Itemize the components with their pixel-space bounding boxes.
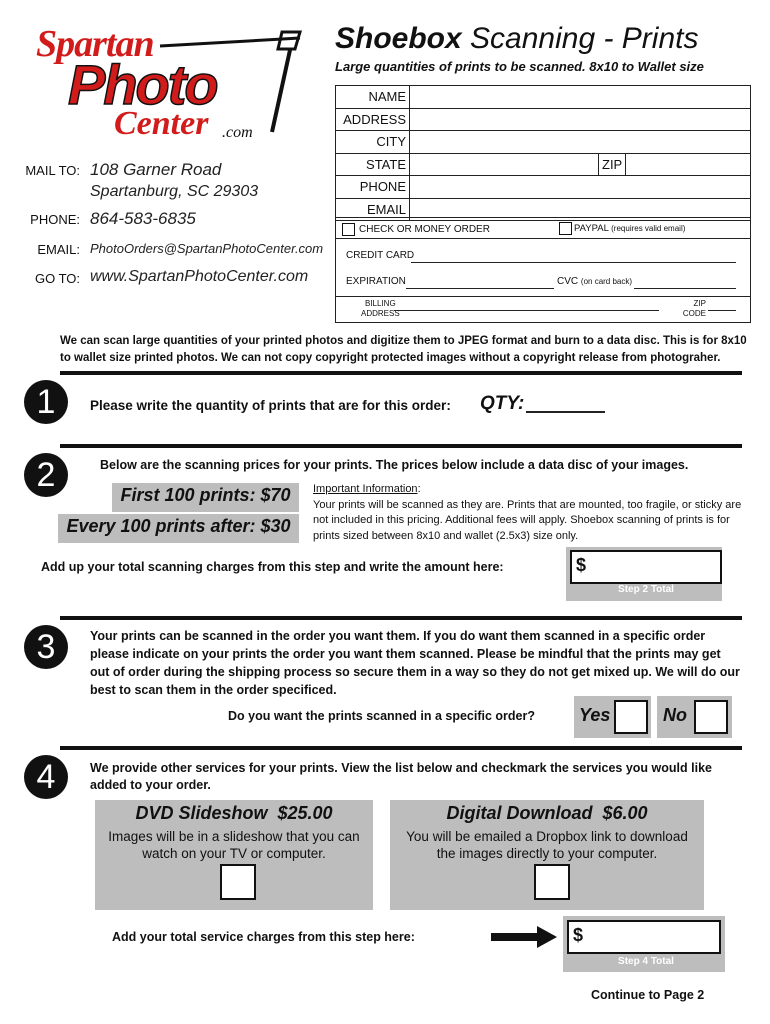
order-question: Do you want the prints scanned in a specific order? (228, 709, 536, 723)
step4-total-field[interactable] (567, 920, 721, 954)
digital-download-checkbox[interactable] (534, 864, 570, 900)
state-row (336, 154, 750, 177)
check-money-order-label: CHECK OR MONEY ORDER (359, 224, 490, 235)
address-row (336, 109, 750, 132)
email-label-form: EMAIL (336, 199, 410, 221)
step1-number: 1 (24, 380, 68, 424)
step2-number: 2 (24, 453, 68, 497)
payment-box (335, 217, 751, 297)
step1-divider (60, 371, 742, 375)
step1-text: Please write the quantity of prints that are for this order: (90, 398, 451, 413)
email-value[interactable]: PhotoOrders@SpartanPhotoCenter.com (90, 241, 324, 256)
price2-text: Every 100 prints after: $30 (66, 516, 291, 536)
digital-download-desc: You will be emailed a Dropbox link to download the images directly to your computer. (406, 829, 688, 861)
dollar-sign: $ (573, 925, 584, 945)
step2-total-prompt: Add up your total scanning charges from this step and write the amount here: (41, 560, 504, 574)
step4-divider (60, 746, 742, 750)
phone-value: 864-583-6835 (90, 209, 196, 228)
arrow-right-icon (489, 926, 559, 948)
yes-label: Yes (579, 705, 611, 725)
credit-card-line[interactable] (411, 262, 736, 263)
logo-center: Center (114, 105, 209, 142)
logo-photo: Photo (68, 53, 217, 116)
step3-divider (60, 616, 742, 620)
dvd-slideshow-checkbox[interactable] (220, 864, 256, 900)
step2-total-field[interactable] (570, 550, 722, 584)
city-label: CITY (336, 131, 410, 153)
billing-line[interactable] (394, 310, 659, 311)
zip-code-label: ZIP CODE (682, 299, 706, 318)
qty-line[interactable] (526, 411, 605, 413)
address-line1: 108 Garner Road (90, 160, 222, 179)
step3-number: 3 (24, 625, 68, 669)
price1-text: First 100 prints: $70 (120, 485, 291, 505)
paypal-checkbox[interactable] (559, 222, 572, 235)
expiration-line[interactable] (406, 288, 554, 289)
yes-checkbox[interactable] (614, 700, 648, 734)
goto-label: GO TO: (34, 271, 80, 286)
zip-label: ZIP (598, 154, 626, 175)
dvd-slideshow-desc: Images will be in a slideshow that you can watch on your TV or computer. (108, 829, 360, 861)
step2-divider (60, 444, 742, 448)
logo-com: .com (222, 124, 253, 141)
customer-form (335, 85, 751, 221)
cvc-line[interactable] (634, 288, 736, 289)
paypal-label: PAYPAL (requires valid email) (574, 223, 686, 234)
page-title: Shoebox Scanning - Prints (335, 22, 699, 55)
city-field[interactable] (410, 131, 750, 153)
step2-total-label: Step 2 Total (618, 584, 674, 595)
state-label: STATE (336, 154, 410, 176)
name-label: NAME (336, 86, 410, 108)
phone-row (336, 176, 750, 199)
zip-code-line[interactable] (708, 310, 736, 311)
continue-link[interactable]: Continue to Page 2 (591, 988, 705, 1002)
logo-spartan: Spartan (36, 23, 154, 65)
address-label: ADDRESS (336, 109, 410, 131)
dollar-sign: $ (576, 555, 587, 575)
billing-box (335, 295, 751, 323)
step4-number: 4 (24, 755, 68, 799)
address-field[interactable] (410, 109, 750, 131)
step3-text: Your prints can be scanned in the order you want them. If you do want them scanned in a specific order please indicate on your prints the order you want them scanned. Please be mindful that the prints may get out of order during the shipping process so secure them in a way so they do not get mixed up. We will do our best to scan them in the order specificed. (90, 629, 740, 697)
billing-address-label: BILLING ADDRESS (361, 299, 400, 318)
important-info: Important Information: Your prints will be scanned as they are. Prints that are mounted, too fragile, or sticky are not included in this pricing. Additional fees will apply. Shoebox scanning of prints is for prints sized between 8x10 and wallet (2.5x3) size only. (313, 483, 742, 542)
state-field[interactable] (410, 154, 750, 176)
digital-download-title: Digital Download $6.00 (446, 803, 648, 823)
intro-text: We can scan large quantities of your printed photos and digitize them to JPEG format and burn to a data disc. This is for 8x10 to wallet size printed photos. We can not copy copyright protected images without a copyright release from photograher. (60, 335, 747, 364)
website-link[interactable]: www.SpartanPhotoCenter.com (90, 268, 309, 285)
dvd-slideshow-title: DVD Slideshow $25.00 (135, 803, 333, 823)
phone-field[interactable] (410, 176, 750, 198)
step2-text: Below are the scanning prices for your prints. The prices below include a data disc of your images. (100, 458, 689, 472)
step4-total-label: Step 4 Total (618, 956, 674, 967)
city-row (336, 131, 750, 154)
zip-field[interactable] (632, 154, 750, 175)
cvc-label: CVC (on card back) (557, 276, 633, 287)
credit-card-label: CREDIT CARD (346, 250, 415, 261)
step4-total-prompt: Add your total service charges from this step here: (112, 930, 415, 944)
expiration-label: EXPIRATION (346, 276, 406, 287)
no-label: No (663, 705, 687, 725)
page-subtitle: Large quantities of prints to be scanned. 8x10 to Wallet size (335, 59, 704, 74)
name-field[interactable] (410, 86, 750, 108)
no-checkbox[interactable] (694, 700, 728, 734)
step4-text: We provide other services for your prints. View the list below and checkmark the services you would like added to your order. (90, 761, 712, 792)
name-row (336, 86, 750, 109)
phone-label: PHONE: (30, 212, 80, 227)
email-label: EMAIL: (37, 242, 80, 257)
qty-label: QTY: (480, 393, 525, 414)
check-money-order-checkbox[interactable] (342, 223, 355, 236)
phone-label-form: PHONE (336, 176, 410, 198)
mail-label: MAIL TO: (25, 163, 80, 178)
address-line2: Spartanburg, SC 29303 (90, 183, 259, 200)
